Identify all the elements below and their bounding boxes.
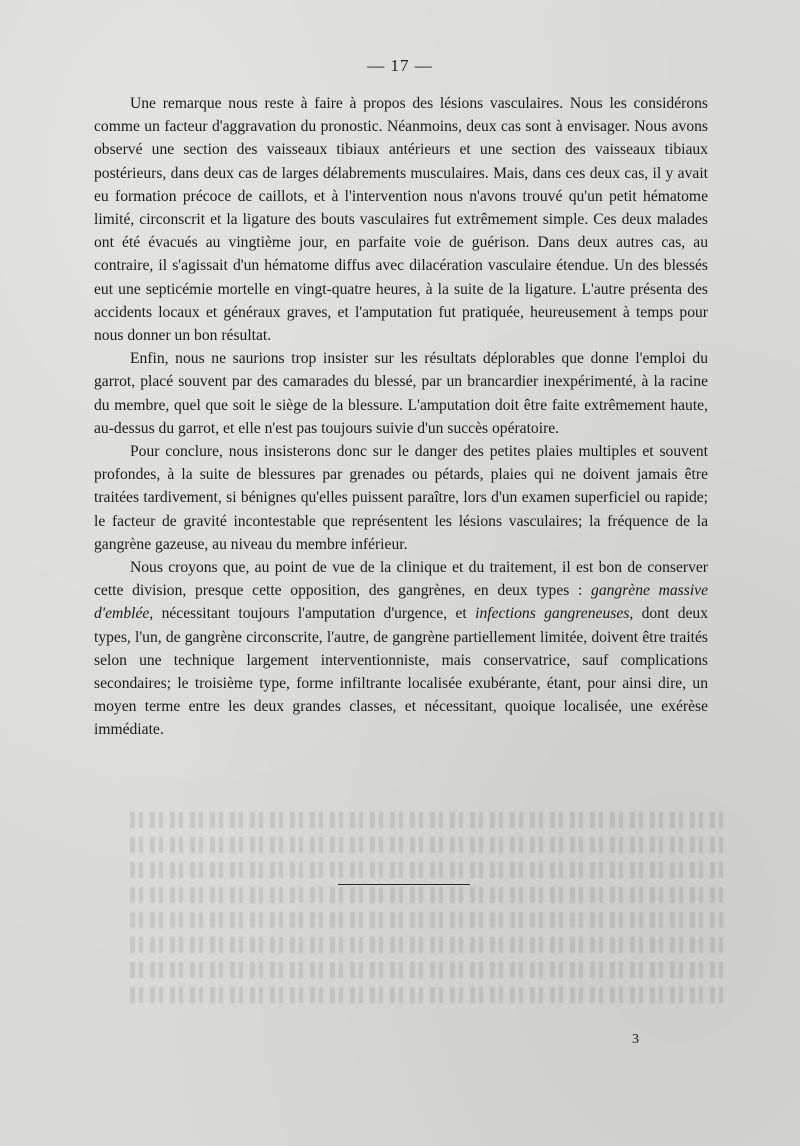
italic-term-infections: infections gangreneuses	[475, 605, 630, 623]
italic-term-massive: gangrène massive d'emblée	[94, 582, 708, 623]
paragraph-conclusion	[94, 440, 708, 556]
paragraph-text: Enfin, nous ne saurions trop insister sur les résultats déplorables que donne l'emploi du garrot, placé souvent par des camarades du blessé, par un brancardier inexpérimenté, à la racine du membre, quel que soit le siège de la blessure. L'amputation doit être faite extrêmement haute, au-dessus du garrot, et elle n'est pas toujours suivie d'un succès opératoire.	[94, 350, 708, 437]
body-text	[94, 92, 708, 742]
paragraph-text: Une remarque nous reste à faire à propos des lésions vasculaires. Nous les considérons comme un facteur d'aggravation du pronostic. Néanmoins, deux cas sont à envisager. Nous avons observé une section des vaisseaux tibiaux antérieurs et une section des vaisseaux tibiaux postérieurs, dans deux cas de larges délabrements musculaires. Mais, dans ces deux cas, il y avait eu formation précoce de caillots, et à l'intervention nous n'avons trouvé qu'un petit hématome limité, circonscrit et la ligature des bouts vasculaires fut extrêmement simple. Ces deux malades ont été évacués au vingtième jour, en parfaite voie de guérison. Dans deux autres cas, au contraire, il s'agissait d'un hématome diffus avec dilacération vasculaire étendue. Un des blessés eut une septicémie mortelle en vingt-quatre heures, à la suite de la ligature. L'autre présenta des accidents locaux et généraux graves, et l'amputation fut pratiquée, heureusement à temps pour nous donner un bon résultat.	[94, 95, 708, 345]
page-number: — 17 —	[367, 56, 433, 75]
paragraph-classification	[94, 556, 708, 742]
show-through-bleed	[130, 812, 730, 1032]
paragraph-text: Pour conclure, nous insisterons donc sur le danger des petites plaies multiples et souvent profondes, à la suite de blessures par grenades ou pétards, plaies qui ne doivent jamais être traitées tardivement, si bénignes qu'elles puissent paraître, lors d'un examen superficiel ou rapide; le facteur de gravité incontestable que représentent les lésions vasculaires; la fréquence de la gangrène gazeuse, au niveau du membre inférieur.	[94, 443, 708, 553]
paragraph-vascular-lesions	[94, 92, 708, 347]
paragraph-text: Nous croyons que, au point de vue de la clinique et du traitement, il est bon de conserver cette division, presque cette opposition, des gangrènes, en deux types :	[94, 559, 708, 600]
paragraph-tourniquet	[94, 347, 708, 440]
signature-mark: 3	[632, 1032, 639, 1047]
paragraph-text: , dont deux types, l'un, de gangrène circonscrite, l'autre, de gangrène partiellement limitée, doivent être traités selon une technique largement interventionniste, mais conservatrice, sauf complications secondaires; le troisième type, forme infiltrante localisée exubérante, étant, pour ainsi dire, un moyen terme entre les deux grandes classes, et nécessitant, quoique localisée, une exérèse immédiate.	[94, 605, 709, 739]
paragraph-text: , nécessitant toujours l'amputation d'urgence, et	[149, 605, 476, 623]
section-divider	[338, 884, 470, 885]
